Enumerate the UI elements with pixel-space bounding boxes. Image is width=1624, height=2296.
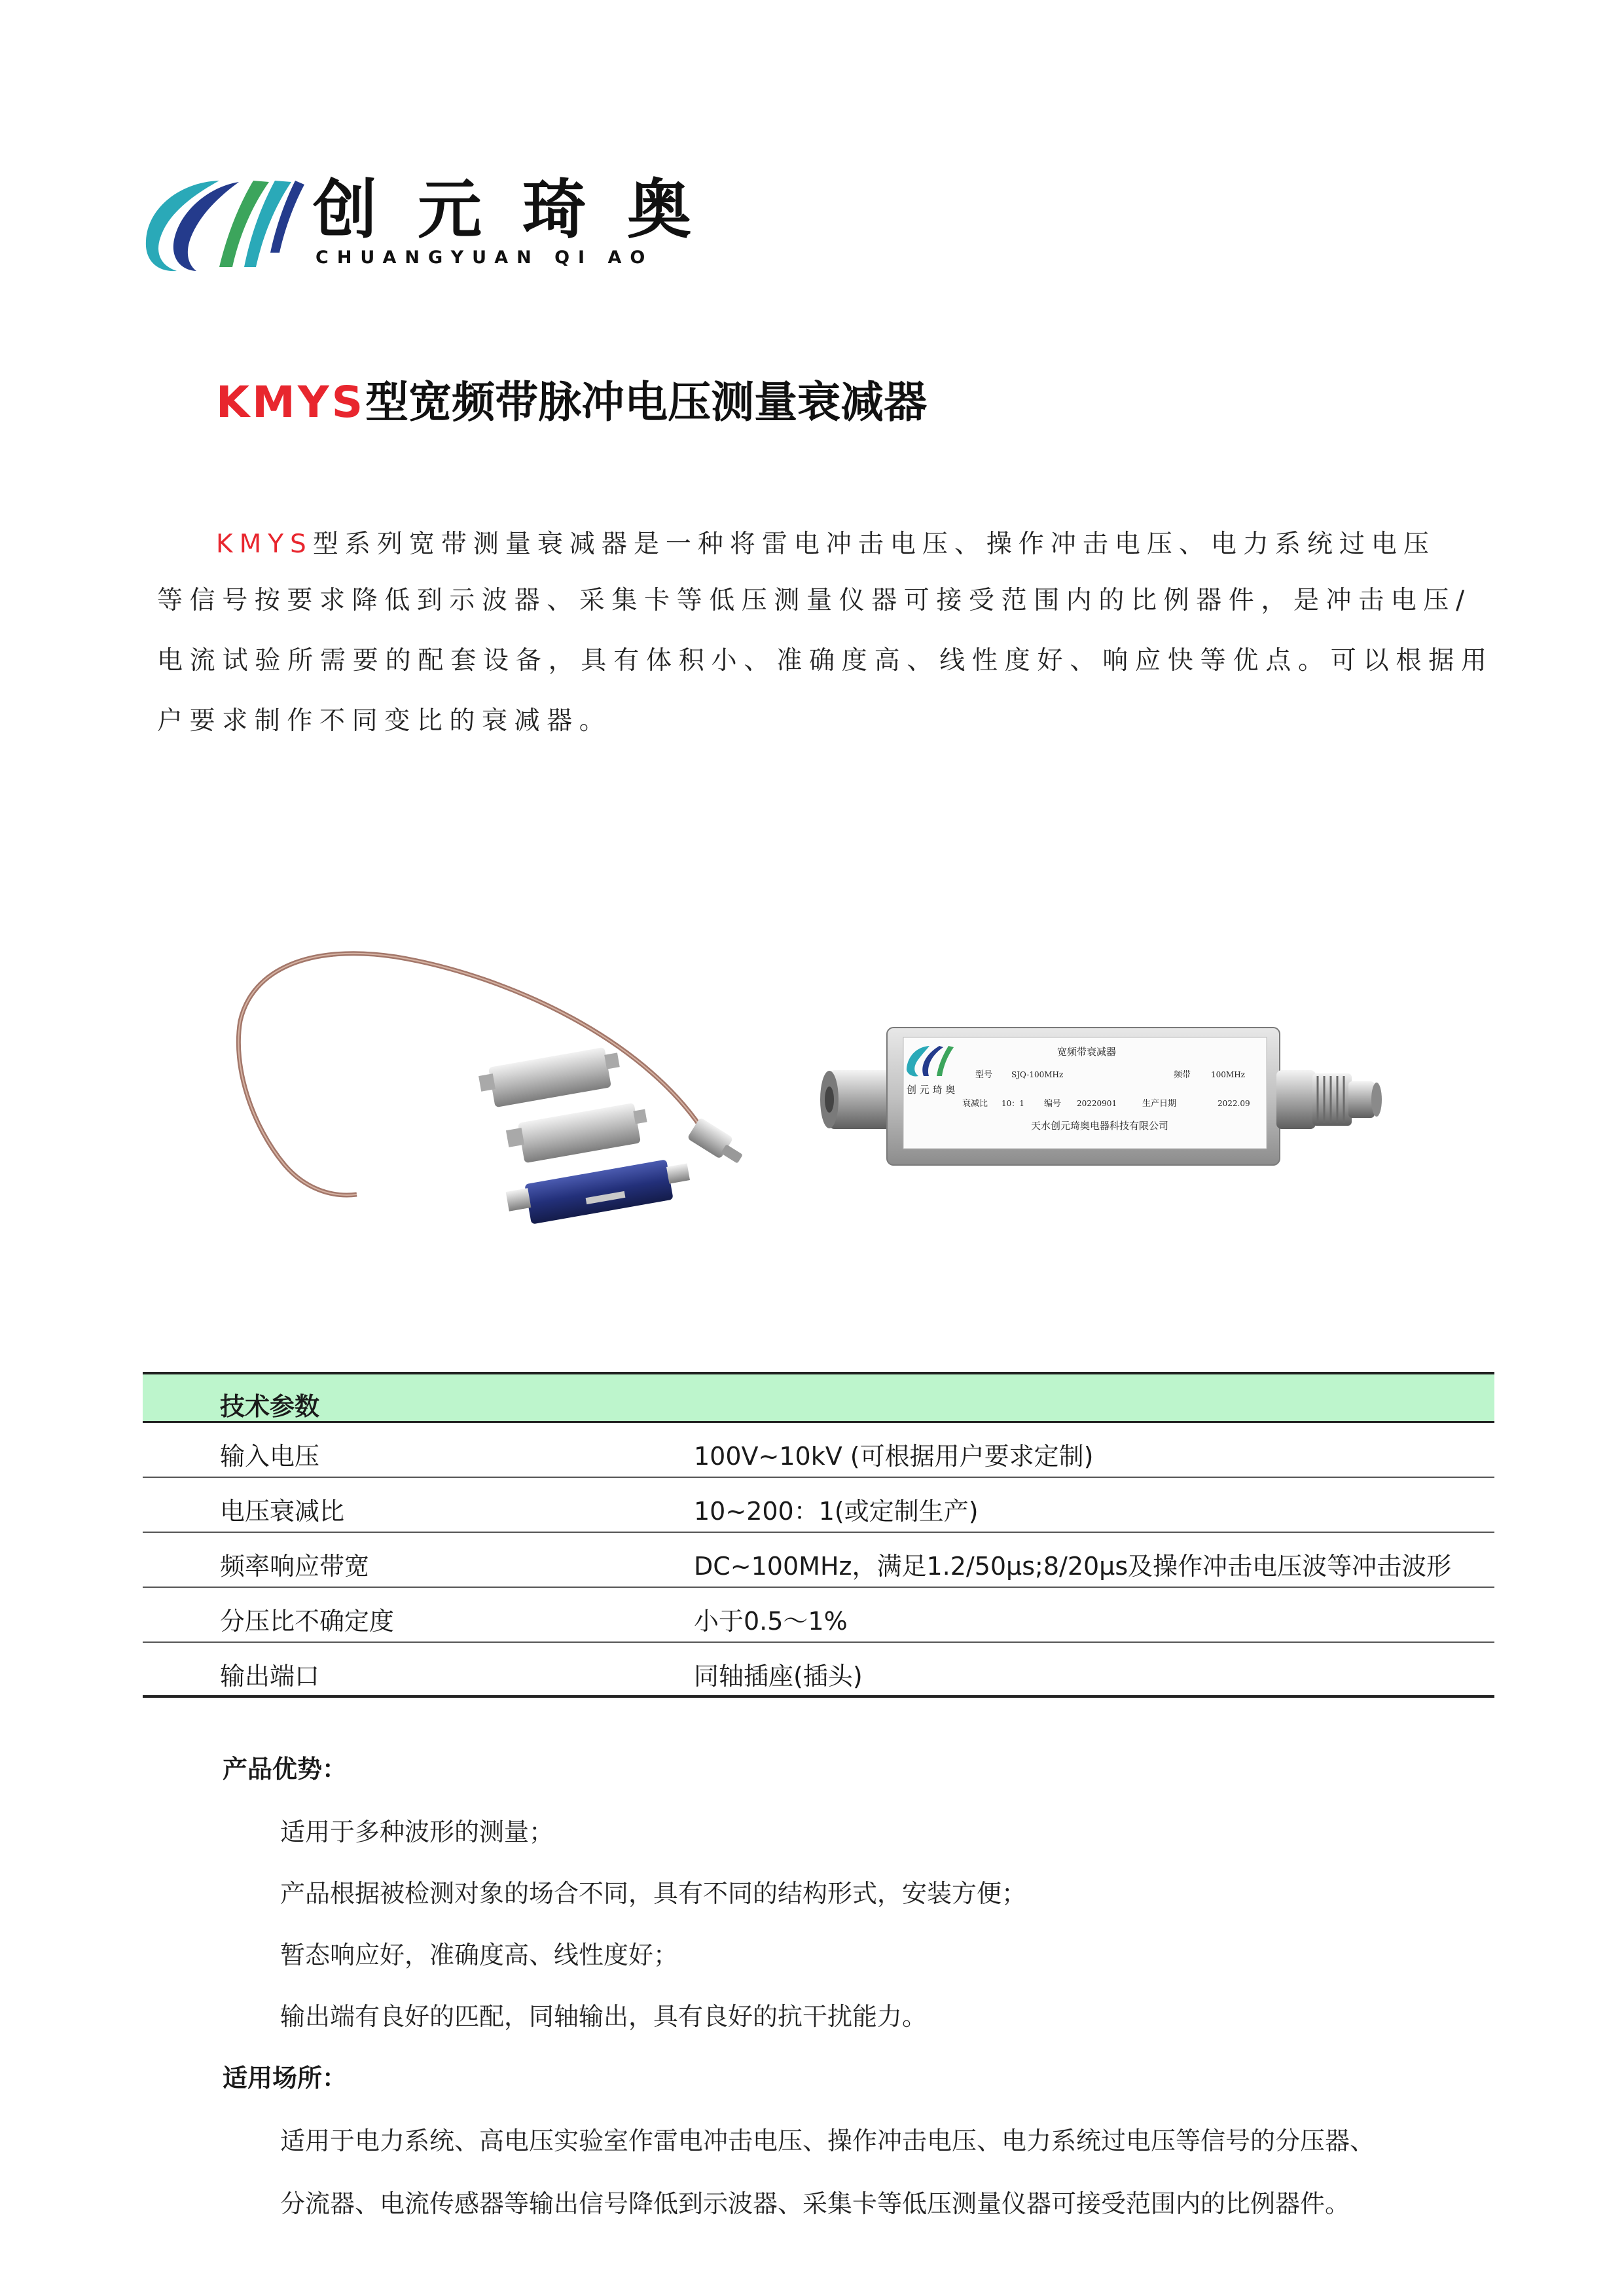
label-model: SJQ-100MHz [1011,1070,1064,1079]
spec-key: 频率响应带宽 [220,1552,370,1581]
intro-line-2: 等信号按要求降低到示波器、采集卡等低压测量仪器可接受范围内的比例器件，是冲击电压/ [157,586,1471,615]
product-photo-cable [232,929,749,1244]
label-ratio: 10：1 [1001,1099,1024,1108]
advantages-heading: 产品优势： [223,1755,348,1784]
label-serial-label: 编号 [1044,1099,1062,1109]
table-row [143,1588,1494,1643]
spec-table-header [143,1372,1494,1423]
applications-heading: 适用场所： [223,2064,348,2092]
swoosh-logo-icon [141,175,304,274]
spec-value: 10~200：1(或定制生产) [694,1497,979,1526]
label-maker: 天水创元琦奥电器科技有限公司 [1031,1120,1169,1132]
list-item: 适用于多种波形的测量； [280,1818,554,1846]
spec-key: 分压比不确定度 [220,1607,395,1636]
label-date: 2022.09 [1218,1099,1250,1108]
label-model-label: 型号 [975,1070,993,1080]
intro-line-3: 电流试验所需要的配套设备，具有体积小、准确度高、线性度好、响应快等优点。可以根据用 [157,646,1494,675]
label-bw-label: 频带 [1174,1070,1191,1080]
table-row [143,1533,1494,1588]
intro-line-4: 户要求制作不同变比的衰减器。 [157,706,612,736]
spec-value: DC~100MHz，满足1.2/50μs;8/20μs及操作冲击电压波等冲击波形 [694,1552,1452,1581]
spec-value: 同轴插座(插头) [694,1662,863,1691]
spec-key: 输入电压 [220,1442,320,1471]
brand-name-cn: 创元琦奥 [313,173,732,247]
list-item: 产品根据被检测对象的场合不同，具有不同的结构形式，安装方便； [280,1879,1027,1908]
table-row [143,1478,1494,1533]
spec-value: 100V~10kV (可根据用户要求定制) [694,1442,1094,1471]
product-photo-attenuator [815,1008,1391,1178]
list-item: 分流器、电流传感器等输出信号降低到示波器、采集卡等低压测量仪器可接受范围内的比例器件。 [280,2189,1350,2218]
label-serial: 20220901 [1077,1099,1117,1108]
label-date-label: 生产日期 [1142,1099,1177,1109]
label-device-name: 宽频带衰减器 [1057,1046,1117,1058]
table-row [143,1423,1494,1478]
label-brand: 创 元 琦 奥 [907,1084,956,1096]
table-row [143,1643,1494,1698]
label-bw: 100MHz [1211,1070,1245,1079]
page-title [216,377,928,427]
intro-model: KMYS [216,529,313,559]
intro-text-1: 型系列宽带测量衰减器是一种将雷电冲击电压、操作冲击电压、电力系统过电压 [312,529,1435,559]
intro-line-1 [216,531,1435,557]
spec-value: 小于0.5～1% [694,1607,848,1636]
spec-table [143,1372,1494,1698]
list-item: 输出端有良好的匹配，同轴输出，具有良好的抗干扰能力。 [280,2002,928,2031]
spec-table-title: 技术参数 [220,1392,320,1421]
title-model: KMYS [216,377,366,427]
spec-key: 输出端口 [220,1662,320,1691]
label-ratio-label: 衰减比 [962,1099,988,1109]
spec-key: 电压衰减比 [220,1497,345,1526]
list-item: 适用于电力系统、高电压实验室作雷电冲击电压、操作冲击电压、电力系统过电压等信号的分压器、 [280,2126,1375,2155]
title-text: 型宽频带脉冲电压测量衰减器 [365,377,928,427]
brand-name-en: CHUANGYUAN QI AO [316,247,654,268]
list-item: 暂态响应好，准确度高、线性度好； [280,1941,679,1969]
